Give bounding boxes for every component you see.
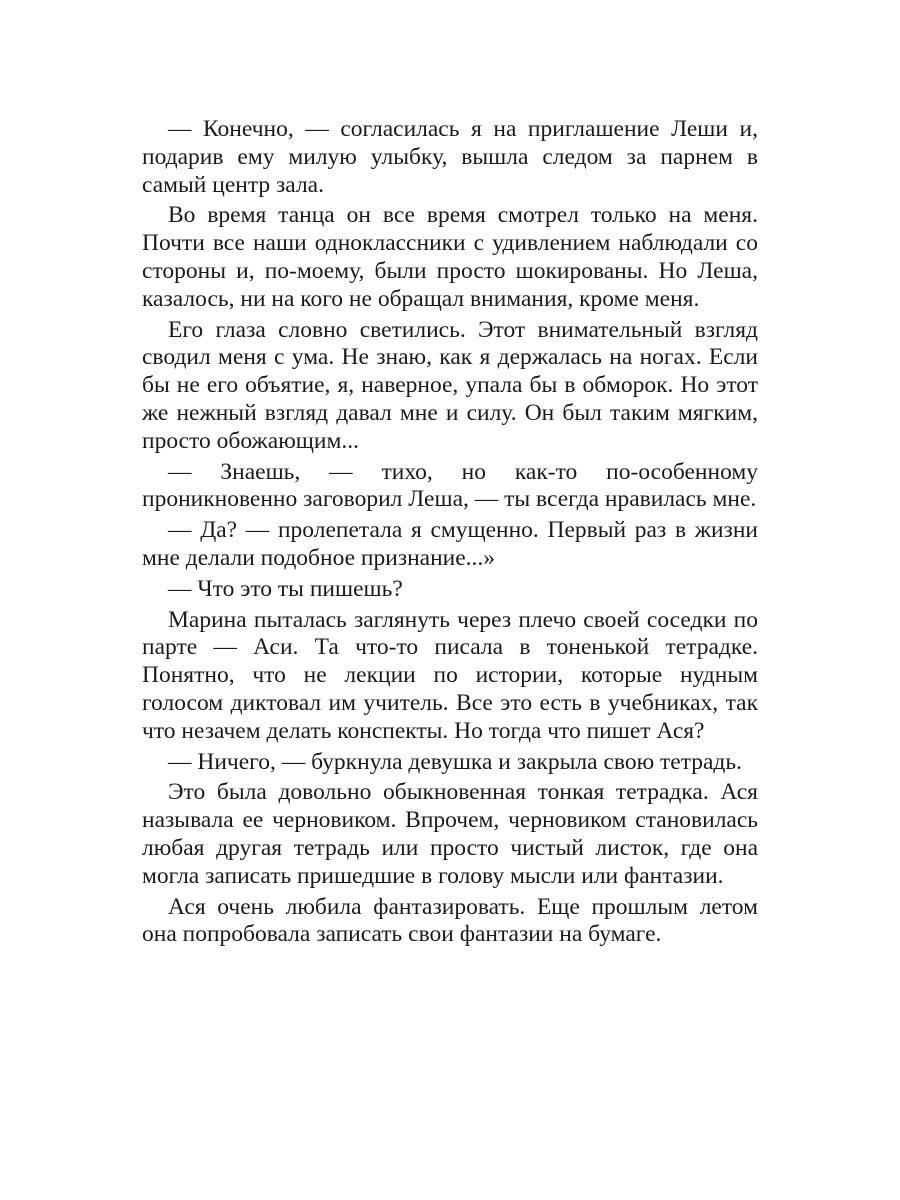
- paragraph-8: — Ничего, — буркнула девушка и закрыла свою тетрадь.: [168, 748, 742, 775]
- paragraph-9: Это была довольно обыкновенная тонкая тетрадка. Ася называла ее черновиком. Впрочем, черновиком становилась любая другая тетрадь или просто чистый листок, где она могла записать пришедшие в голову мысли или фантазии.: [142, 779, 758, 889]
- paragraph-2: Во время танца он все время смотрел только на меня. Почти все наши одноклассники с удивлением наблюдали со стороны и, по-моему, были просто шокированы. Но Леша, казалось, ни на кого не обращал внимания, кроме меня.: [142, 202, 758, 312]
- paragraph-3: Его глаза словно светились. Этот внимательный взгляд сводил меня с ума. Не знаю, как я держалась на ногах. Если бы не его объятие, я, наверное, упала бы в обморок. Но этот же нежный взгляд давал мне и силу. Он был таким мягким, просто обожающим...: [142, 316, 758, 454]
- paragraph-6: — Что это ты пишешь?: [168, 575, 403, 602]
- paragraph-5: — Да? — пролепетала я смущенно. Первый раз в жизни мне делали подобное признание...»: [142, 517, 758, 571]
- paragraph-7: Марина пыталась заглянуть через плечо своей соседки по парте — Аси. Та что-то писала в тоненькой тетрадке. Понятно, что не лекции по истории, которые нудным голосом диктовал им учитель. Все это есть в учебниках, так что незачем делать конспекты. Но тогда что пишет Ася?: [142, 606, 758, 744]
- paragraph-4: — Знаешь, — тихо, но как-то по-особенному проникновенно заговорил Леша, — ты всегда нравилась мне.: [142, 458, 758, 513]
- book-page-text: [142, 116, 758, 952]
- paragraph-1: — Конечно, — согласилась я на приглашение Леши и, подарив ему милую улыбку, вышла следом за парнем в самый центр зала.: [142, 116, 758, 198]
- paragraph-10: Ася очень любила фантазировать. Еще прошлым летом она попробовала записать свои фантазии на бумаге.: [142, 893, 758, 948]
